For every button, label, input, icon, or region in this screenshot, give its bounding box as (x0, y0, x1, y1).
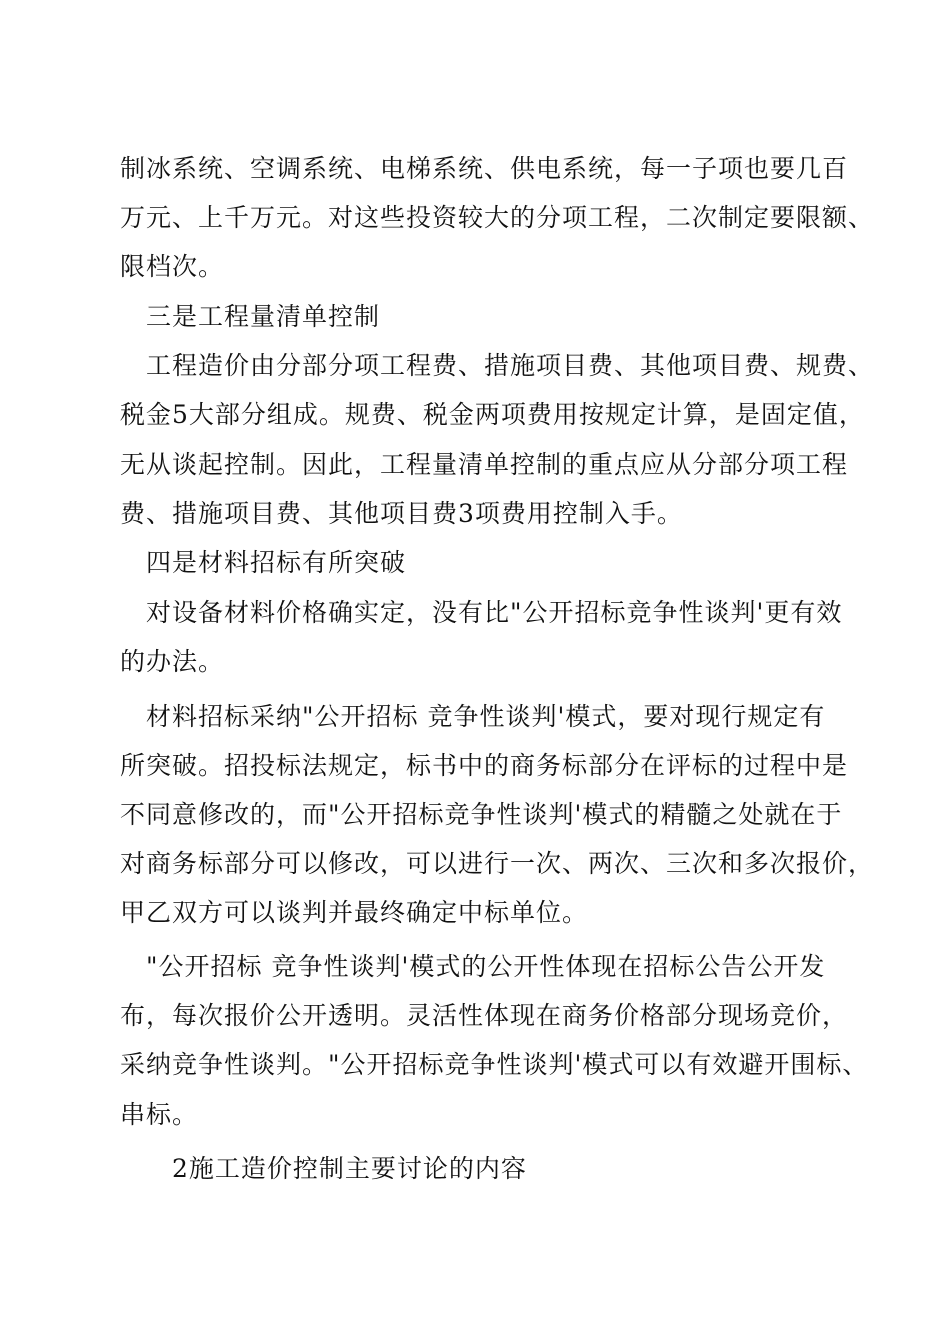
text-line: 万元、上千万元。对这些投资较大的分项工程，二次制定要限额、 (120, 203, 875, 232)
text-line: 材料招标采纳"公开招标 竞争性谈判'模式，要对现行规定有 (146, 702, 826, 731)
text-line: "公开招标 竞争性谈判'模式的公开性体现在招标公告公开发 (146, 952, 826, 981)
text-line: 对设备材料价格确实定，没有比"公开招标竞争性谈判'更有效 (146, 598, 843, 627)
text-line: 所突破。招投标法规定，标书中的商务标部分在评标的过程中是 (120, 751, 849, 780)
text-line: 采纳竞争性谈判。"公开招标竞争性谈判'模式可以有效避开围标、 (120, 1050, 869, 1079)
text-line: 对商务标部分可以修改，可以进行一次、两次、三次和多次报价， (120, 849, 875, 878)
section-heading: 2施工造价控制主要讨论的内容 (172, 1154, 527, 1183)
text-line: 的办法。 (120, 647, 225, 676)
text-line: 税金5大部分组成。规费、税金两项费用按规定计算，是固定值， (120, 400, 865, 429)
text-line: 无从谈起控制。因此，工程量清单控制的重点应从分部分项工程 (120, 450, 849, 479)
text-line: 限档次。 (120, 252, 225, 281)
text-line: 费、措施项目费、其他项目费3项费用控制入手。 (120, 499, 683, 528)
text-line: 甲乙双方可以谈判并最终确定中标单位。 (120, 898, 589, 927)
text-line: 串标。 (120, 1100, 199, 1129)
text-line: 制冰系统、空调系统、电梯系统、供电系统，每一子项也要几百 (120, 154, 849, 183)
text-line: 布，每次报价公开透明。灵活性体现在商务价格部分现场竞价， (120, 1001, 849, 1030)
text-line: 工程造价由分部分项工程费、措施项目费、其他项目费、规费、 (146, 351, 875, 380)
section-heading: 四是材料招标有所突破 (146, 548, 407, 577)
section-heading: 三是工程量清单控制 (146, 302, 381, 331)
text-line: 不同意修改的，而"公开招标竞争性谈判'模式的精髓之处就在于 (120, 800, 843, 829)
